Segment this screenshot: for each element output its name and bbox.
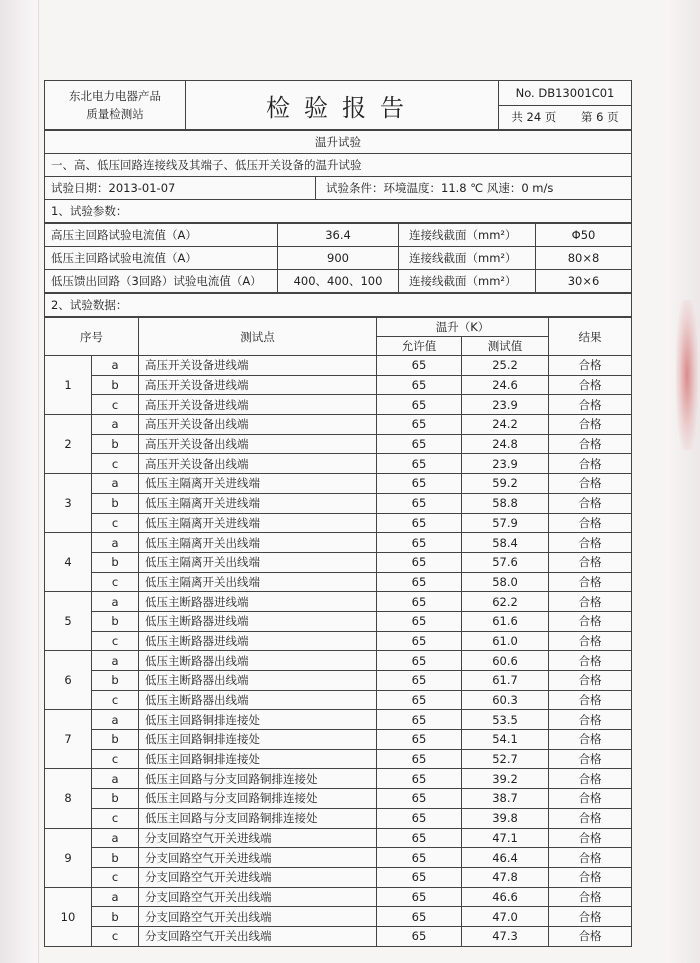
- result: 合格: [549, 572, 632, 592]
- test-point: 低压主隔离开关进线端: [139, 493, 377, 513]
- allowed-value: 65: [377, 907, 462, 927]
- data-table: [44, 317, 632, 947]
- phase-label: c: [92, 926, 139, 946]
- group-number: 5: [45, 592, 92, 651]
- param-label: 高压主回路试验电流值（A）: [45, 224, 278, 247]
- page-edge-left: [0, 0, 39, 963]
- test-point: 高压开关设备出线端: [139, 434, 377, 454]
- result: 合格: [549, 592, 632, 612]
- param-label: 低压馈出回路（3回路）试验电流值（A）: [45, 270, 278, 293]
- measured-value: 23.9: [462, 395, 549, 415]
- measured-value: 52.7: [462, 749, 549, 769]
- measured-value: 62.2: [462, 592, 549, 612]
- table-row: [45, 769, 632, 789]
- result: 合格: [549, 808, 632, 828]
- allowed-value: 65: [377, 710, 462, 730]
- table-row: [45, 395, 632, 415]
- group-number: 3: [45, 474, 92, 533]
- result: 合格: [549, 533, 632, 553]
- table-row: [45, 828, 632, 848]
- phase-label: b: [92, 493, 139, 513]
- measured-value: 58.0: [462, 572, 549, 592]
- phase-label: c: [92, 690, 139, 710]
- data-heading: 2、试验数据：: [45, 294, 632, 317]
- test-point: 低压主回路铜排连接处: [139, 749, 377, 769]
- group-number: 7: [45, 710, 92, 769]
- table-row: [45, 926, 632, 946]
- phase-label: b: [92, 552, 139, 572]
- test-point: 低压主隔离开关出线端: [139, 572, 377, 592]
- result: 合格: [549, 474, 632, 494]
- allowed-value: 65: [377, 533, 462, 553]
- test-point: 低压主断路器进线端: [139, 592, 377, 612]
- table-row: [45, 611, 632, 631]
- header-temp-rise: 温升（K）: [377, 318, 549, 337]
- measured-value: 39.8: [462, 808, 549, 828]
- table-row: [45, 789, 632, 809]
- test-point: 高压开关设备进线端: [139, 375, 377, 395]
- phase-label: b: [92, 789, 139, 809]
- measured-value: 57.6: [462, 552, 549, 572]
- table-row: [45, 710, 632, 730]
- phase-label: b: [92, 611, 139, 631]
- test-point: 低压主断路器进线端: [139, 631, 377, 651]
- data-heading-table: [44, 293, 632, 317]
- test-point: 低压主断路器出线端: [139, 651, 377, 671]
- measured-value: 61.7: [462, 671, 549, 691]
- header-seq: 序号: [45, 318, 139, 356]
- result: 合格: [549, 828, 632, 848]
- phase-label: a: [92, 592, 139, 612]
- test-point: 高压开关设备出线端: [139, 454, 377, 474]
- phase-label: c: [92, 631, 139, 651]
- header-allow: 允许值: [377, 337, 462, 356]
- measured-value: 24.6: [462, 375, 549, 395]
- phase-label: b: [92, 907, 139, 927]
- allowed-value: 65: [377, 631, 462, 651]
- result: 合格: [549, 710, 632, 730]
- measured-value: 57.9: [462, 513, 549, 533]
- allowed-value: 65: [377, 690, 462, 710]
- param-label: 低压主回路试验电流值（A）: [45, 247, 278, 270]
- allowed-value: 65: [377, 356, 462, 376]
- test-point: 低压主回路铜排连接处: [139, 710, 377, 730]
- param-value2: 30×6: [536, 270, 632, 293]
- test-point: 低压主回路与分支回路铜排连接处: [139, 769, 377, 789]
- result: 合格: [549, 434, 632, 454]
- test-conditions: 试验条件：环境温度：11.8 ℃ 风速：0 m/s: [326, 181, 554, 195]
- test-point: 分支回路空气开关出线端: [139, 887, 377, 907]
- result: 合格: [549, 789, 632, 809]
- subtitle: 一、高、低压回路连接线及其端子、低压开关设备的温升试验: [45, 154, 632, 177]
- header-measured: 测试值: [462, 337, 549, 356]
- measured-value: 58.4: [462, 533, 549, 553]
- test-point: 分支回路空气开关出线端: [139, 907, 377, 927]
- measured-value: 47.3: [462, 926, 549, 946]
- group-number: 10: [45, 887, 92, 946]
- test-point: 分支回路空气开关进线端: [139, 848, 377, 868]
- param-value: 36.4: [278, 224, 399, 247]
- test-point: 低压主回路与分支回路铜排连接处: [139, 789, 377, 809]
- test-point: 分支回路空气开关出线端: [139, 926, 377, 946]
- test-point: 高压开关设备出线端: [139, 415, 377, 435]
- phase-label: b: [92, 848, 139, 868]
- table-row: [45, 552, 632, 572]
- phase-label: c: [92, 395, 139, 415]
- phase-label: c: [92, 867, 139, 887]
- allowed-value: 65: [377, 769, 462, 789]
- phase-label: c: [92, 749, 139, 769]
- measured-value: 60.3: [462, 690, 549, 710]
- table-row: [45, 671, 632, 691]
- allowed-value: 65: [377, 828, 462, 848]
- test-point: 低压主隔离开关出线端: [139, 533, 377, 553]
- test-point: 低压主断路器进线端: [139, 611, 377, 631]
- group-number: 1: [45, 356, 92, 415]
- phase-label: b: [92, 434, 139, 454]
- group-number: 2: [45, 415, 92, 474]
- allowed-value: 65: [377, 749, 462, 769]
- result: 合格: [549, 671, 632, 691]
- test-point: 分支回路空气开关进线端: [139, 867, 377, 887]
- result: 合格: [549, 730, 632, 750]
- table-row: [45, 415, 632, 435]
- measured-value: 61.6: [462, 611, 549, 631]
- header-point: 测试点: [139, 318, 377, 356]
- result: 合格: [549, 690, 632, 710]
- test-point: 低压主隔离开关进线端: [139, 474, 377, 494]
- table-row: [45, 454, 632, 474]
- measured-value: 47.0: [462, 907, 549, 927]
- phase-label: c: [92, 808, 139, 828]
- phase-label: c: [92, 454, 139, 474]
- allowed-value: 65: [377, 651, 462, 671]
- phase-label: c: [92, 572, 139, 592]
- phase-label: b: [92, 375, 139, 395]
- info-table: [44, 130, 632, 223]
- report-title: 检验报告: [186, 81, 499, 130]
- param-unit: 连接线截面（mm²）: [399, 270, 536, 293]
- table-row: [45, 375, 632, 395]
- result: 合格: [549, 749, 632, 769]
- table-row: [45, 356, 632, 376]
- organization: [45, 81, 186, 130]
- allowed-value: 65: [377, 415, 462, 435]
- allowed-value: 65: [377, 552, 462, 572]
- test-point: 低压主隔离开关出线端: [139, 552, 377, 572]
- table-row: [45, 474, 632, 494]
- phase-label: a: [92, 651, 139, 671]
- param-row: [45, 247, 632, 270]
- measured-value: 47.8: [462, 867, 549, 887]
- phase-label: a: [92, 710, 139, 730]
- params-table: [44, 223, 632, 293]
- table-row: [45, 533, 632, 553]
- phase-label: a: [92, 769, 139, 789]
- measured-value: 39.2: [462, 769, 549, 789]
- result: 合格: [549, 415, 632, 435]
- report-meta: [499, 81, 632, 130]
- result: 合格: [549, 611, 632, 631]
- result: 合格: [549, 848, 632, 868]
- table-row: [45, 592, 632, 612]
- param-row: [45, 270, 632, 293]
- table-row: [45, 907, 632, 927]
- section-title: 温升试验: [45, 131, 632, 154]
- result: 合格: [549, 356, 632, 376]
- allowed-value: 65: [377, 513, 462, 533]
- allowed-value: 65: [377, 474, 462, 494]
- result: 合格: [549, 493, 632, 513]
- measured-value: 59.2: [462, 474, 549, 494]
- group-number: 6: [45, 651, 92, 710]
- report-number: No. DB13001C01: [499, 82, 631, 106]
- allowed-value: 65: [377, 730, 462, 750]
- table-row: [45, 887, 632, 907]
- table-row: [45, 730, 632, 750]
- measured-value: 24.2: [462, 415, 549, 435]
- stamp-mark: [676, 300, 698, 450]
- measured-value: 46.6: [462, 887, 549, 907]
- phase-label: c: [92, 513, 139, 533]
- result: 合格: [549, 375, 632, 395]
- measured-value: 46.4: [462, 848, 549, 868]
- phase-label: a: [92, 828, 139, 848]
- phase-label: b: [92, 730, 139, 750]
- param-unit: 连接线截面（mm²）: [399, 247, 536, 270]
- allowed-value: 65: [377, 375, 462, 395]
- allowed-value: 65: [377, 493, 462, 513]
- result: 合格: [549, 552, 632, 572]
- test-point: 低压主断路器出线端: [139, 671, 377, 691]
- page-edge-right: [670, 0, 700, 963]
- table-row: [45, 867, 632, 887]
- measured-value: 61.0: [462, 631, 549, 651]
- org-line-1: 东北电力电器产品: [69, 89, 161, 103]
- phase-label: a: [92, 887, 139, 907]
- param-unit: 连接线截面（mm²）: [399, 224, 536, 247]
- test-point: 低压主隔离开关进线端: [139, 513, 377, 533]
- allowed-value: 65: [377, 572, 462, 592]
- measured-value: 53.5: [462, 710, 549, 730]
- allowed-value: 65: [377, 671, 462, 691]
- test-point: 低压主回路铜排连接处: [139, 730, 377, 750]
- measured-value: 58.8: [462, 493, 549, 513]
- phase-label: a: [92, 474, 139, 494]
- allowed-value: 65: [377, 592, 462, 612]
- table-row: [45, 808, 632, 828]
- result: 合格: [549, 395, 632, 415]
- phase-label: a: [92, 356, 139, 376]
- result: 合格: [549, 926, 632, 946]
- result: 合格: [549, 887, 632, 907]
- total-pages: 共 24 页: [511, 109, 557, 124]
- test-point: 分支回路空气开关进线端: [139, 828, 377, 848]
- allowed-value: 65: [377, 789, 462, 809]
- param-value: 400、400、100: [278, 270, 399, 293]
- table-row: [45, 493, 632, 513]
- param-value2: 80×8: [536, 247, 632, 270]
- test-date: 试验日期：2013-01-07: [45, 177, 316, 199]
- allowed-value: 65: [377, 867, 462, 887]
- group-number: 4: [45, 533, 92, 592]
- measured-value: 54.1: [462, 730, 549, 750]
- table-row: [45, 434, 632, 454]
- phase-label: a: [92, 415, 139, 435]
- table-row: [45, 631, 632, 651]
- header-table: [44, 80, 632, 130]
- allowed-value: 65: [377, 926, 462, 946]
- result: 合格: [549, 513, 632, 533]
- group-number: 9: [45, 828, 92, 887]
- measured-value: 38.7: [462, 789, 549, 809]
- table-row: [45, 690, 632, 710]
- table-row: [45, 572, 632, 592]
- phase-label: a: [92, 533, 139, 553]
- test-point: 高压开关设备进线端: [139, 356, 377, 376]
- measured-value: 60.6: [462, 651, 549, 671]
- param-value2: Φ50: [536, 224, 632, 247]
- page-number: 第 6 页: [581, 109, 619, 124]
- table-row: [45, 651, 632, 671]
- param-value: 900: [278, 247, 399, 270]
- result: 合格: [549, 651, 632, 671]
- header-result: 结果: [549, 318, 632, 356]
- test-point: 高压开关设备进线端: [139, 395, 377, 415]
- allowed-value: 65: [377, 848, 462, 868]
- param-row: [45, 224, 632, 247]
- test-point: 低压主回路与分支回路铜排连接处: [139, 808, 377, 828]
- table-row: [45, 848, 632, 868]
- allowed-value: 65: [377, 434, 462, 454]
- allowed-value: 65: [377, 395, 462, 415]
- phase-label: b: [92, 671, 139, 691]
- report-sheet: [44, 80, 632, 947]
- table-row: [45, 749, 632, 769]
- result: 合格: [549, 454, 632, 474]
- result: 合格: [549, 769, 632, 789]
- org-line-2: 质量检测站: [86, 107, 144, 121]
- allowed-value: 65: [377, 611, 462, 631]
- measured-value: 23.9: [462, 454, 549, 474]
- allowed-value: 65: [377, 808, 462, 828]
- group-number: 8: [45, 769, 92, 828]
- allowed-value: 65: [377, 887, 462, 907]
- measured-value: 47.1: [462, 828, 549, 848]
- test-point: 低压主断路器出线端: [139, 690, 377, 710]
- measured-value: 24.8: [462, 434, 549, 454]
- table-row: [45, 513, 632, 533]
- result: 合格: [549, 907, 632, 927]
- measured-value: 25.2: [462, 356, 549, 376]
- allowed-value: 65: [377, 454, 462, 474]
- params-heading: 1、试验参数：: [45, 200, 632, 223]
- result: 合格: [549, 867, 632, 887]
- result: 合格: [549, 631, 632, 651]
